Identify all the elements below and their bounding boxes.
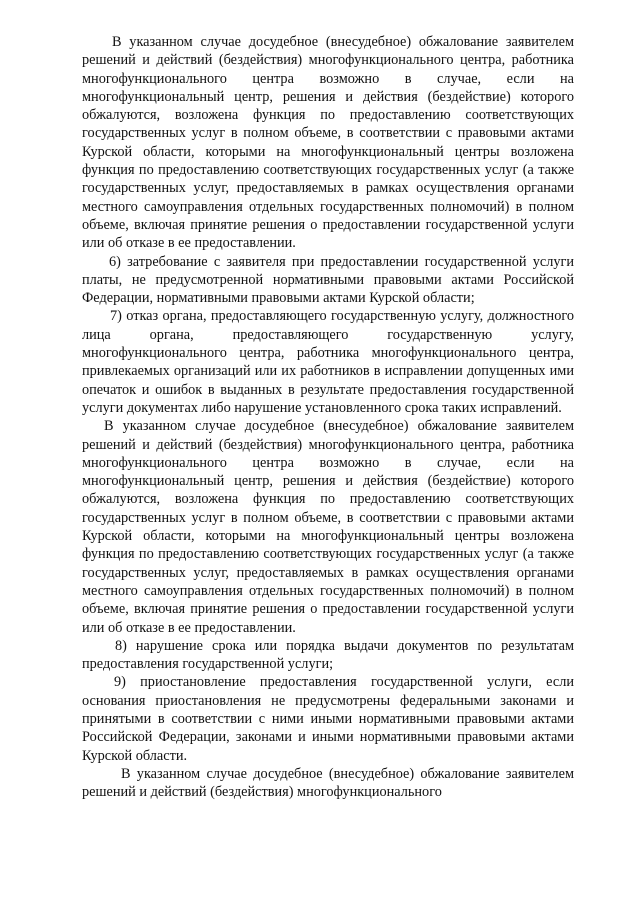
paragraph-mfc-appeal-intro: В указанном случае досудебное (внесудебное) обжалование заявителем решений и действий (бездействия) многофункционального центра, работника многофункционального центра возможно в случае, если на многофункциональный центр, решения и действия (бездействие) которого обжалуются, возложена функция по предоставлению соответствующих государственных услуг в полном объеме, в соответствии с правовыми актами Курской области, которыми на многофункциональный центры возложена функция по предоставлению соответствующих государственных услуг (а также государственных услуг, предоставляемых в рамках осуществления органами местного самоуправления отдельных государственных полномочий) в полном объеме, включая принятие решения о предоставлении государственной услуги или об отказе в ее предоставлении. — [82, 34, 574, 252]
paragraph-item-7: 7) отказ органа, предоставляющего государственную услугу, должностного лица органа, предоставляющего государственную услугу, многофункционального центра, работника многофункционального центра, привлекаемых организаций или их работников в исправлении допущенных ими опечаток и ошибок в выданных в результате предоставления государственной услуги документах либо нарушение установленного срока таких исправлений. — [82, 308, 574, 416]
paragraph-item-9: 9) приостановление предоставления государственной услуги, если основания приостановления не предусмотрены федеральными законами и принятыми в соответствии с ними иными нормативными правовыми актами Российской Федерации, законами и иными нормативными правовыми актами Курской области. — [82, 674, 574, 764]
document-body — [82, 33, 574, 801]
paragraph-item-6: 6) затребование с заявителя при предоставлении государственной услуги платы, не предусмотренной нормативными правовыми актами Российской Федерации, нормативными правовыми актами Курской области; — [82, 253, 574, 307]
paragraph-mfc-appeal-continued: В указанном случае досудебное (внесудебное) обжалование заявителем решений и действий (бездействия) многофункционального — [82, 765, 574, 801]
paragraph-item-8: 8) нарушение срока или порядка выдачи документов по результатам предоставления государственной услуги; — [82, 637, 574, 673]
paragraph-mfc-appeal-repeat: В указанном случае досудебное (внесудебное) обжалование заявителем решений и действий (бездействия) многофункционального центра, работника многофункционального центра возможно в случае, если на многофункциональный центр, решения и действия (бездействие) которого обжалуются, возложена функция по предоставлению соответствующих государственных услуг в полном объеме, в соответствии с правовыми актами Курской области, которыми на многофункциональный центры возложена функция по предоставлению соответствующих государственных услуг (а также государственных услуг, предоставляемых в рамках осуществления органами местного самоуправления отдельных государственных полномочий) в полном объеме, включая принятие решения о предоставлении государственной услуги или об отказе в ее предоставлении. — [82, 418, 574, 636]
